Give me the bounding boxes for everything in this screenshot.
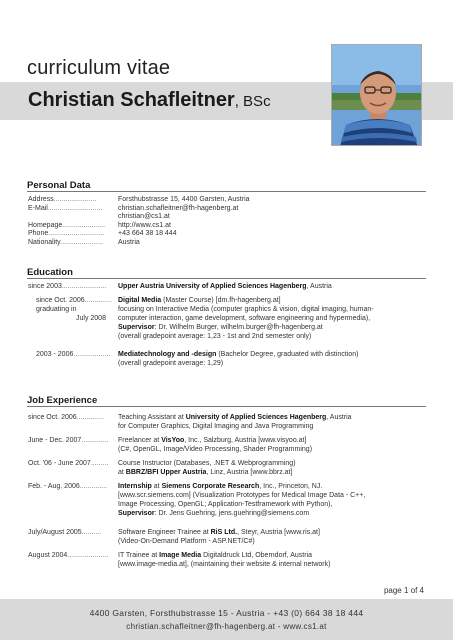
job-5-line2: (Video-On-Demand Platform - ASP.NET/C#) [118,538,255,545]
job-6-line2: [www.image-media.at], (maintaining their website & internal network) [118,561,331,568]
footer [0,599,453,640]
person-name [28,89,271,112]
section-title-personal: Personal Data [27,180,91,191]
section-rule [27,191,426,192]
personal-label-phone: Phone............................. [28,230,105,237]
job-3-line2: at BBRZ/BFI Upper Austria, Linz, Austria [www.bbrz.at] [118,469,293,476]
personal-label-address: Address...................... [28,196,97,203]
personal-label-email: E-Mail............................ [28,205,103,212]
education-dm-line3: computer interaction, game development, software engineering and hypermedia), [118,315,371,322]
footer-contact: christian.schafleitner@fh-hagenberg.at - www.cs1.at [126,622,327,631]
job-4-supervisor: Supervisor: Dr. Jens Guehring, jens.guehring@siemens.com [118,510,310,517]
education-mt-line2: (overall gradepoint average: 1,29) [118,360,224,367]
section-title-education: Education [27,267,73,278]
education-since-text: Upper Austria University of Applied Sciences Hagenberg, Austria [118,283,332,290]
job-label-2: June - Dec. 2007.............. [28,437,109,444]
job-2-line1: Freelancer at VisYoo, Inc., Salzburg, Austria [www.visyoo.at] [118,437,307,444]
section-title-jobs: Job Experience [27,395,98,406]
footer-address: 4400 Garsten, Forsthubstrasse 15 - Austria - +43 (0) 664 38 18 444 [89,608,364,618]
name-bold: Christian Schafleitner [28,89,235,111]
section-rule [27,278,426,279]
job-label-4: Feb. - Aug. 2006.............. [28,483,107,490]
education-mt-label: 2003 - 2006................... [36,351,111,358]
education-label-since: since 2003....................... [28,283,107,290]
portrait-svg [332,45,422,146]
job-3-line1: Course Instructor (Databases, .NET & Webprogramming) [118,460,296,467]
education-dm-label-2: graduating in [36,306,77,313]
personal-value-address: Forsthubstrasse 15, 4400 Garsten, Austria [118,196,250,203]
job-1-line1: Teaching Assistant at University of Applied Sciences Hagenberg, Austria [118,414,352,421]
job-label-6: August 2004..................... [28,552,109,559]
job-label-3: Oct. '06 - June 2007......... [28,460,109,467]
personal-value-homepage[interactable]: http://www.cs1.at [118,222,171,229]
job-1-line2: for Computer Graphics, Digital Imaging and Java Programming [118,423,314,430]
name-suffix: , BSc [234,93,271,110]
education-dm-line2: focusing on Interactive Media (computer graphics & vision, digital imaging, human- [118,306,374,313]
personal-value-nationality: Austria [118,239,140,246]
education-dm-label-3: July 2008 [76,315,106,322]
education-dm-supervisor: Supervisor: Dr. Wilhelm Burger, wilhelm.burger@fh-hagenberg.at [118,324,323,331]
personal-value-phone: +43 664 38 18 444 [118,230,177,237]
personal-value-email[interactable]: christian.schafleitner@fh-hagenberg.at [118,205,239,212]
education-mt-line1: Mediatechnology and -design (Bachelor Degree, graduated with distinction) [118,351,359,358]
job-4-line1: Internship at Siemens Corporate Research, Inc., Princeton, NJ. [118,483,323,490]
job-6-line1: IT Trainee at Image Media Digitaldruck Ltd, Oberndorf, Austria [118,552,313,559]
education-dm-label: since Oct. 2006.............. [36,297,112,304]
portrait-photo-icon [331,44,422,146]
education-dm-line1: Digital Media (Master Course) [dm.fh-hagenberg.at] [118,297,281,304]
job-5-line1: Software Engineer Trainee at RiS Ltd., Steyr, Austria [www.ris.at] [118,529,320,536]
section-rule [27,406,426,407]
job-2-line2: (C#, OpenGL, Image/Video Processing, Shader Programming) [118,446,313,453]
job-4-line3: Image Processing, OpenGL; Application-Testframework with Python), [118,501,333,508]
personal-label-homepage: Homepage...................... [28,222,106,229]
job-4-line2: [www.scr.siemens.com] (Visualization Prototypes for Medical Image Data - C++, [118,492,366,499]
job-label-1: since Oct. 2006.............. [28,414,104,421]
personal-label-nationality: Nationality...................... [28,239,103,246]
cv-title: curriculum vitae [27,57,171,79]
job-label-5: July/August 2005.......... [28,529,102,536]
personal-value-email-2[interactable]: christian@cs1.at [118,213,170,220]
education-dm-line5: (overall gradepoint average: 1,23 - 1st and 2nd semester only) [118,333,312,340]
page-number: page 1 of 4 [383,586,424,595]
